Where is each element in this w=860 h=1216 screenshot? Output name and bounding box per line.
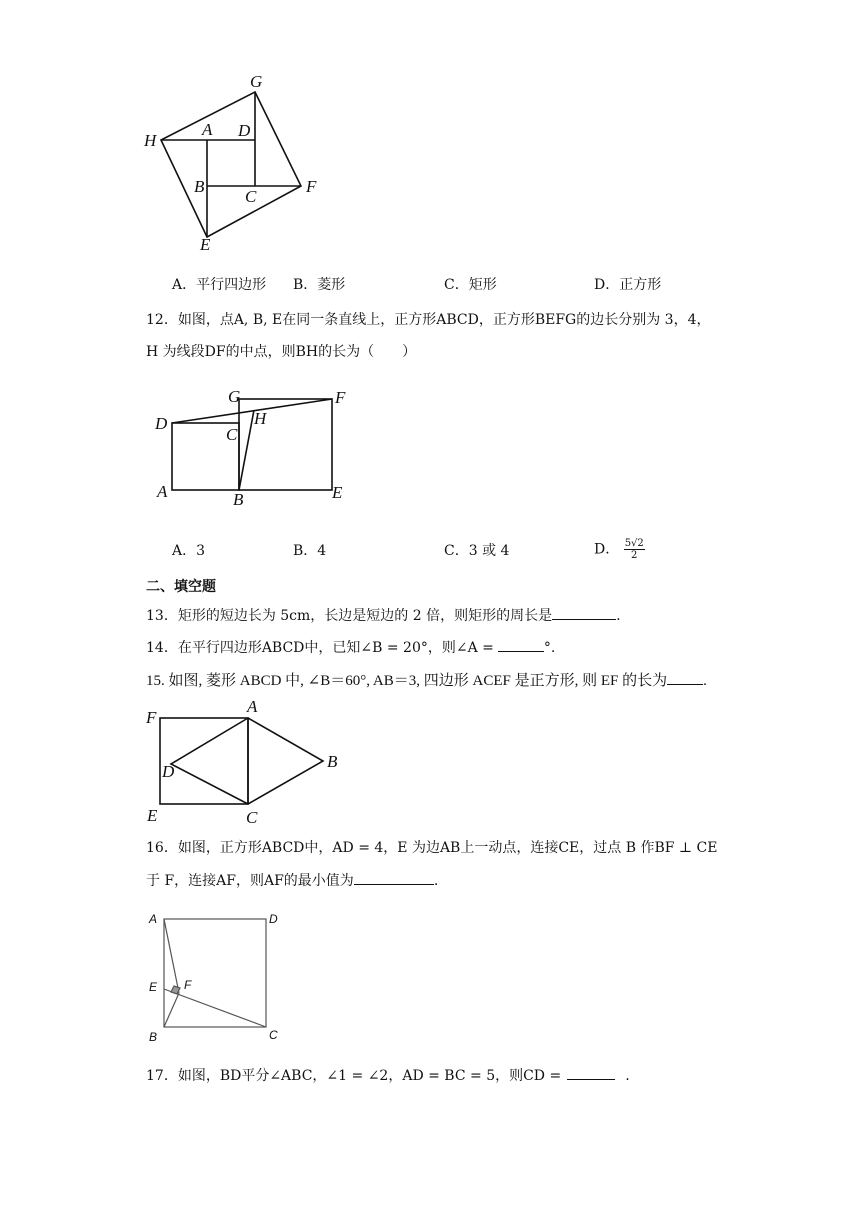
q12-option-a[interactable]: A．3 [172,543,206,559]
label-C: C [245,187,257,206]
label-B: B [327,752,338,771]
label-E: E [200,235,211,254]
figure-q12 [150,385,360,510]
label-A: A [149,912,158,926]
fraction-numerator: 5√2 [624,538,644,549]
q11-option-b[interactable]: B．菱形 [293,277,346,293]
outer-square-HGFE [161,92,301,237]
label-B: B [149,1030,158,1044]
q12-stem-line1: 12．如图，点A, B, E在同一条直线上，正方形ABCD，正方形BEFG的边长分别为 3，4， [146,312,711,328]
label-C: C [246,808,258,827]
q17-stem [146,1065,630,1086]
label-C: C [269,1028,278,1042]
label-G: G [228,387,241,406]
q12-option-d[interactable] [594,538,645,561]
q14-text: 14．在平行四边形ABCD中，已知∠B = 20°，则∠A = [146,640,494,656]
q16-end: . [433,873,439,889]
q12-option-d-fraction [624,538,645,561]
q13-text: 13．矩形的短边长为 5cm，长边是短边的 2 倍，则矩形的周长是 [146,608,553,624]
q11-option-c[interactable]: C．矩形 [444,277,497,293]
q16-stem-line2 [146,870,438,891]
q16-stem-line1: 16．如图，正方形ABCD中，AD = 4，E 为边AB上一动点，连接CE，过点 B 作BF ⊥ CE [146,840,718,856]
label-B: B [233,490,244,509]
rhombus-left-side [171,718,248,804]
q16-text: 于 F，连接AF，则AF的最小值为 [146,873,354,889]
figure-q11 [138,70,338,255]
segment-EC [164,989,266,1027]
q12-option-c[interactable]: C．3 或 4 [444,543,510,559]
label-A: A [247,697,258,716]
q15-text: 15. 如图, 菱形 ABCD 中, ∠B＝60°, AB＝3, 四边形 ACEF 是正方形, 则 EF 的长为 [146,673,668,689]
q13-answer-blank[interactable] [552,605,616,620]
label-D: D [162,762,175,781]
label-A: A [202,120,213,139]
q17-answer-blank[interactable] [567,1065,615,1080]
label-F: F [335,388,346,407]
q12-option-d-label: D． [594,541,620,558]
label-D: D [269,912,278,926]
square-ABCD [164,919,266,1027]
label-E: E [147,806,158,825]
q11-option-a[interactable]: A．平行四边形 [172,277,267,293]
q14-end: °. [543,640,556,656]
label-E: E [149,980,158,994]
segment-AF [164,919,179,993]
rhombus-right-side [248,718,323,804]
q17-end: . [625,1068,630,1084]
q17-text: 17．如图，BD平分∠ABC，∠1 = ∠2，AD = BC = 5，则CD = [146,1068,562,1084]
label-F: F [184,978,192,992]
q15-answer-blank[interactable] [667,670,703,685]
square-ACEF [160,718,248,804]
label-C: C [226,425,238,444]
label-F: F [146,708,157,727]
q15-stem [146,670,707,691]
figure-q16 [145,905,285,1045]
label-A: A [157,482,168,501]
label-H: H [254,409,267,428]
q12-stem-line2: H 为线段DF的中点，则BH的长为（ ） [146,344,417,360]
q14-stem [146,637,555,658]
q13-stem [146,605,621,626]
label-B: B [194,177,205,196]
q11-option-d[interactable]: D．正方形 [594,277,662,293]
q16-answer-blank[interactable] [354,870,434,885]
label-D: D [155,414,168,433]
label-F: F [306,177,317,196]
section-title-fill-in: 二、填空题 [146,579,216,595]
segment-BF [164,993,179,1027]
label-D: D [238,121,251,140]
label-E: E [332,483,343,502]
label-H: H [144,131,157,150]
q15-end: . [703,673,707,689]
q13-end: . [616,608,621,624]
q12-option-b[interactable]: B．4 [293,543,327,559]
q14-answer-blank[interactable] [498,637,544,652]
fraction-denominator: 2 [631,550,638,561]
figure-q15 [140,697,350,827]
segment-BH [239,410,254,490]
label-G: G [250,72,263,91]
